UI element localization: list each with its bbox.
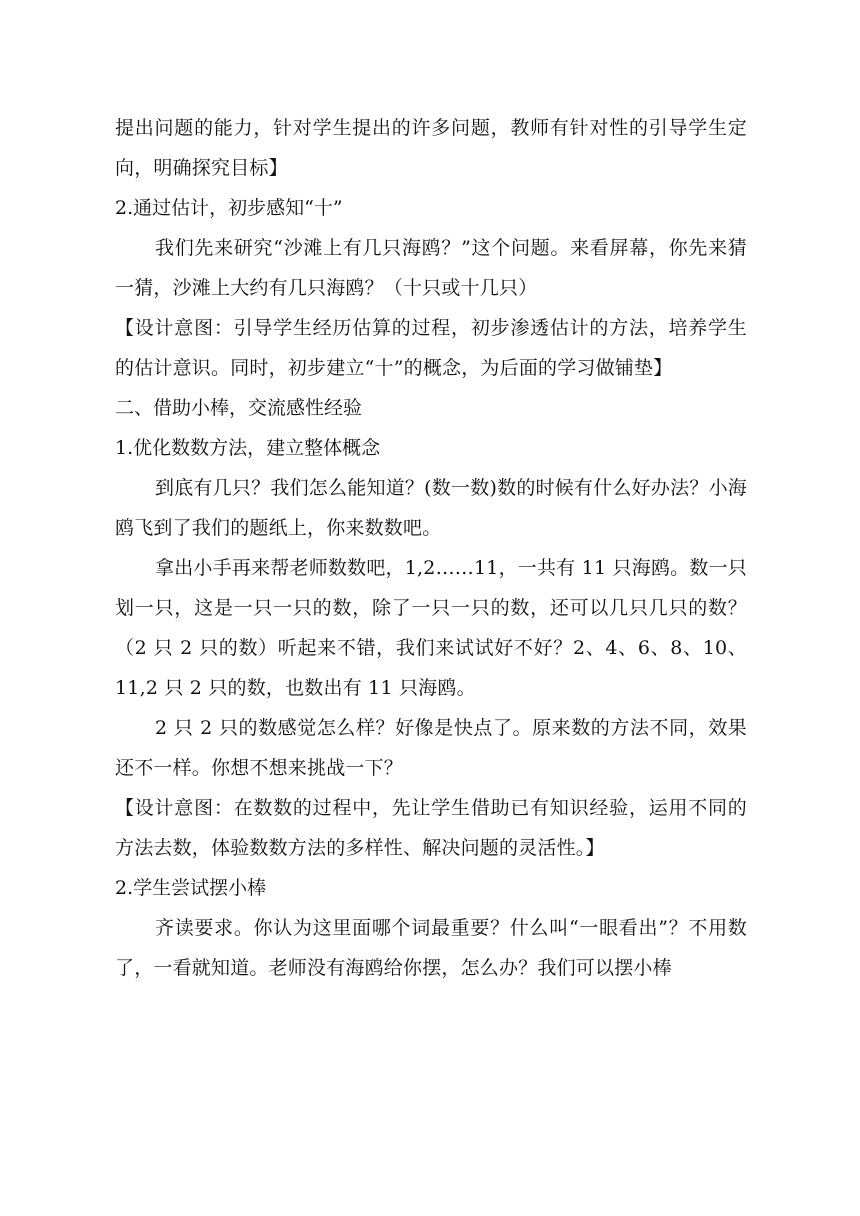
- design-intent-note-counting: 【设计意图：在数数的过程中，先让学生借助已有知识经验，运用不同的方法去数，体验数数方法的多样性、解决问题的灵活性。】: [115, 797, 747, 859]
- section-heading-estimate: 2.通过估计，初步感知“十”: [115, 197, 343, 219]
- paragraph-how-many: 到底有几只？我们怎么能知道？(数一数)数的时候有什么好办法？小海鸥飞到了我们的题纸上，你来数数吧。: [115, 477, 747, 539]
- section-heading-sticks: 二、借助小棒，交流感性经验: [115, 397, 363, 419]
- paragraph-count-together: 拿出小手再来帮老师数数吧，1,2……11，一共有 11 只海鸥。数一只划一只，这是一只一只的数，除了一只一只的数，还可以几只几只的数？（2 只 2 只的数）听起来不错，我们来试试好不好？2、4、6、8、10、11,2 只 2 只的数，也数出有 11 只海鸥。: [115, 557, 747, 699]
- subsection-heading-optimize-counting: 1.优化数数方法，建立整体概念: [115, 437, 381, 459]
- paragraph-faster: 2 只 2 只的数感觉怎么样？好像是快点了。原来数的方法不同，效果还不一样。你想不想来挑战一下？: [115, 717, 747, 779]
- paragraph-read-requirements: 齐读要求。你认为这里面哪个词最重要？什么叫“一眼看出”？不用数了，一看就知道。老师没有海鸥给你摆，怎么办？我们可以摆小棒: [115, 917, 747, 979]
- document-page: [115, 108, 747, 988]
- subsection-heading-try-sticks: 2.学生尝试摆小棒: [115, 877, 267, 899]
- design-intent-note-continuation: 提出问题的能力，针对学生提出的许多问题，教师有针对性的引导学生定向，明确探究目标】: [115, 117, 747, 179]
- design-intent-note-estimate: 【设计意图：引导学生经历估算的过程，初步渗透估计的方法，培养学生的估计意识。同时，初步建立“十”的概念，为后面的学习做铺垫】: [115, 317, 747, 379]
- paragraph-study-seagulls: 我们先来研究“沙滩上有几只海鸥？”这个问题。来看屏幕，你先来猜一猜，沙滩上大约有几只海鸥？（十只或十几只）: [115, 237, 747, 299]
